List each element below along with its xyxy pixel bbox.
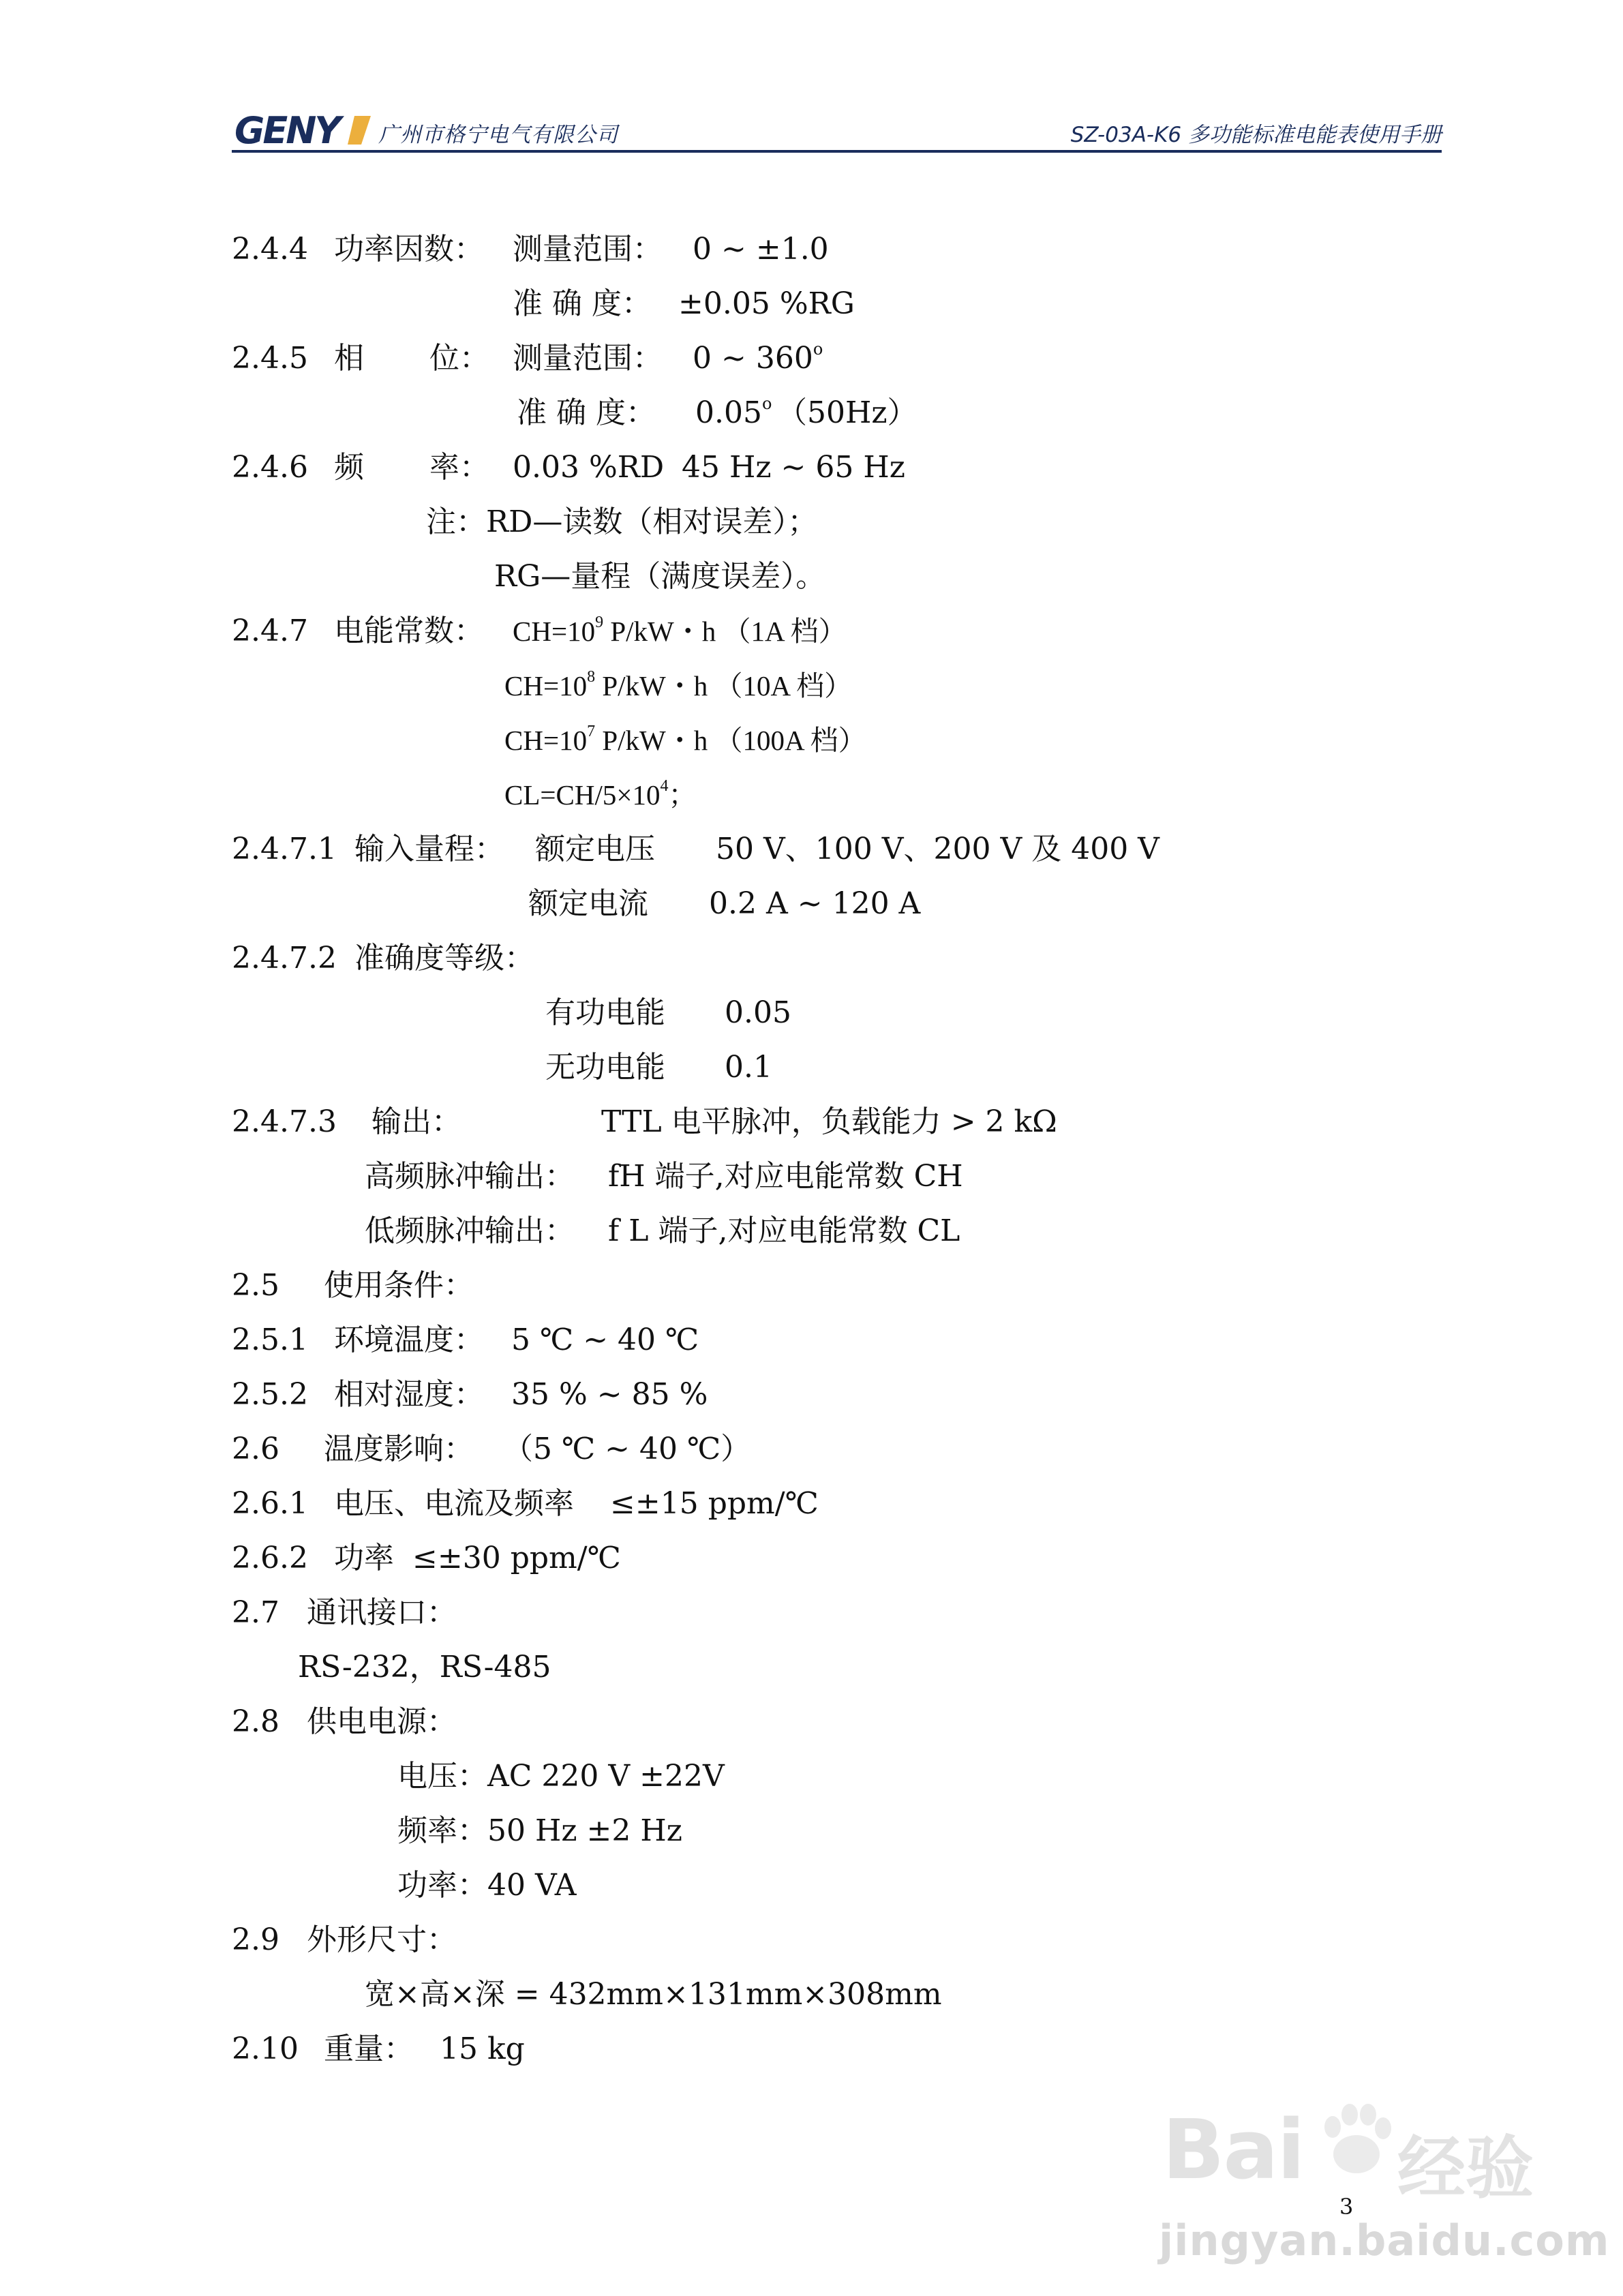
spec-label: 重量： bbox=[324, 2031, 414, 2066]
current-label: 额定电流 bbox=[528, 886, 648, 921]
meter-constant-cl: $CL=CH/5\times 10^4$； bbox=[504, 777, 697, 811]
spec-label: 温度影响： bbox=[324, 1432, 474, 1466]
section-number: 2.4.7.3 bbox=[232, 1104, 337, 1139]
temp-coefficient-value: ≤±30 ppm/℃ bbox=[412, 1541, 621, 1575]
section-number: 2.4.7.1 bbox=[232, 832, 337, 866]
section-number: 2.6.2 bbox=[232, 1541, 308, 1575]
meter-constant-10a: $CH=10^8$ P/kW・h （10A 档） bbox=[504, 668, 853, 701]
note-text: 注：RD—读数（相对误差）； bbox=[426, 504, 818, 539]
temp-coefficient-value: ≤±15 ppm/℃ bbox=[610, 1486, 819, 1521]
spec-label: 功率因数： bbox=[334, 232, 484, 267]
section-number: 2.10 bbox=[232, 2031, 299, 2066]
spec-label: 相对湿度： bbox=[334, 1377, 484, 1412]
section-number: 2.4.7 bbox=[232, 614, 308, 648]
dimensions-value: 宽×高×深 = 432mm×131mm×308mm bbox=[365, 1977, 942, 2012]
comm-interfaces-value: RS-232，RS-485 bbox=[298, 1650, 551, 1685]
voltage-label: 额定电压 bbox=[535, 832, 655, 866]
section-number: 2.4.4 bbox=[232, 232, 308, 267]
accuracy-label: 准 确 度： bbox=[517, 395, 656, 430]
hf-output-value: fH 端子,对应电能常数 CH bbox=[608, 1159, 963, 1194]
weight-value: 15 kg bbox=[440, 2031, 525, 2066]
manual-title: SZ-03A-K6 多功能标准电能表使用手册 bbox=[1070, 123, 1442, 147]
spec-label: 使用条件： bbox=[324, 1268, 474, 1303]
lf-output-label: 低频脉冲输出： bbox=[365, 1213, 575, 1248]
watermark-brand: Bai bbox=[1162, 2103, 1304, 2198]
hf-output-label: 高频脉冲输出： bbox=[365, 1159, 575, 1194]
section-number: 2.5 bbox=[232, 1268, 279, 1303]
reactive-energy-label: 无功电能 bbox=[545, 1050, 665, 1085]
frequency-range: 45 Hz ~ 65 Hz bbox=[682, 450, 905, 485]
accuracy-label: 准 确 度： bbox=[513, 286, 652, 321]
spec-label: 外形尺寸： bbox=[307, 1922, 457, 1957]
reactive-energy-value: 0.1 bbox=[725, 1050, 772, 1085]
company-name: 广州市格宁电气有限公司 bbox=[378, 123, 618, 147]
section-number: 2.4.5 bbox=[232, 341, 308, 376]
active-energy-label: 有功电能 bbox=[545, 995, 665, 1030]
spec-label: 输入量程： bbox=[354, 832, 504, 866]
section-number: 2.6 bbox=[232, 1432, 279, 1466]
output-value: TTL 电平脉冲，负载能力 > 2 kΩ bbox=[601, 1104, 1057, 1139]
supply-frequency: 频率：50 Hz ±2 Hz bbox=[397, 1813, 682, 1848]
spec-label: 相 bbox=[334, 341, 364, 376]
frequency-accuracy: 0.03 %RD bbox=[513, 450, 665, 485]
active-energy-value: 0.05 bbox=[725, 995, 791, 1030]
voltage-value: 50 V、100 V、200 V 及 400 V bbox=[716, 832, 1159, 866]
range-label: 测量范围： bbox=[513, 341, 663, 376]
spec-label: 频 bbox=[334, 450, 364, 485]
meter-constant-100a: $CH=10^7$ P/kW・h （100A 档） bbox=[504, 723, 866, 756]
spec-label: 通讯接口： bbox=[307, 1595, 457, 1630]
section-number: 2.7 bbox=[232, 1595, 279, 1630]
meter-constant-1a: $CH=10^9$ P/kW・h （1A 档） bbox=[513, 614, 847, 647]
spec-label: 环境温度： bbox=[334, 1323, 484, 1357]
supply-voltage: 电压：AC 220 V ±22V bbox=[397, 1759, 725, 1794]
spec-label: 电能常数： bbox=[334, 614, 484, 648]
spec-label: 位： bbox=[429, 341, 489, 376]
geny-logo bbox=[232, 110, 390, 149]
paw-icon bbox=[1312, 2100, 1401, 2181]
range-value: 0 ~ ±1.0 bbox=[693, 232, 829, 267]
accuracy-value: ±0.05 %RG bbox=[678, 286, 855, 321]
spec-label: 率： bbox=[429, 450, 489, 485]
spec-label: 功率 bbox=[334, 1541, 394, 1575]
section-number: 2.9 bbox=[232, 1922, 279, 1957]
spec-label: 输出： bbox=[371, 1104, 461, 1139]
section-number: 2.8 bbox=[232, 1704, 279, 1739]
spec-label: 电压、电流及频率 bbox=[334, 1486, 574, 1521]
accuracy-note: （50Hz） bbox=[777, 395, 917, 430]
temperature-effect-range: （5 ℃ ~ 40 ℃） bbox=[503, 1432, 751, 1466]
section-number: 2.5.2 bbox=[232, 1377, 308, 1412]
watermark-url: jingyan.baidu.com bbox=[1159, 2216, 1610, 2265]
accuracy-value: 0.05$^o$ bbox=[695, 394, 772, 430]
range-value: 0 ~ 360$^o$ bbox=[693, 339, 823, 376]
section-number: 2.6.1 bbox=[232, 1486, 308, 1521]
spec-label: 供电电源： bbox=[307, 1704, 457, 1739]
lf-output-value: f L 端子,对应电能常数 CL bbox=[608, 1213, 960, 1248]
temperature-range: 5 ℃ ~ 40 ℃ bbox=[511, 1323, 699, 1357]
spec-label: 准确度等级： bbox=[354, 941, 534, 976]
section-number: 2.5.1 bbox=[232, 1323, 308, 1357]
range-label: 测量范围： bbox=[513, 232, 663, 267]
current-value: 0.2 A ~ 120 A bbox=[709, 886, 921, 921]
section-number: 2.4.7.2 bbox=[232, 941, 337, 976]
header-divider bbox=[232, 150, 1442, 153]
supply-power: 功率：40 VA bbox=[397, 1868, 577, 1903]
section-number: 2.4.6 bbox=[232, 450, 308, 485]
note-text: RG—量程（满度误差）。 bbox=[494, 559, 826, 594]
watermark-brand-cn: 经验 bbox=[1397, 2128, 1534, 2208]
humidity-range: 35 % ~ 85 % bbox=[511, 1377, 708, 1412]
svg-text:GENY: GENY bbox=[234, 110, 339, 149]
page-number: 3 bbox=[1339, 2194, 1354, 2220]
page-header bbox=[232, 109, 1442, 153]
